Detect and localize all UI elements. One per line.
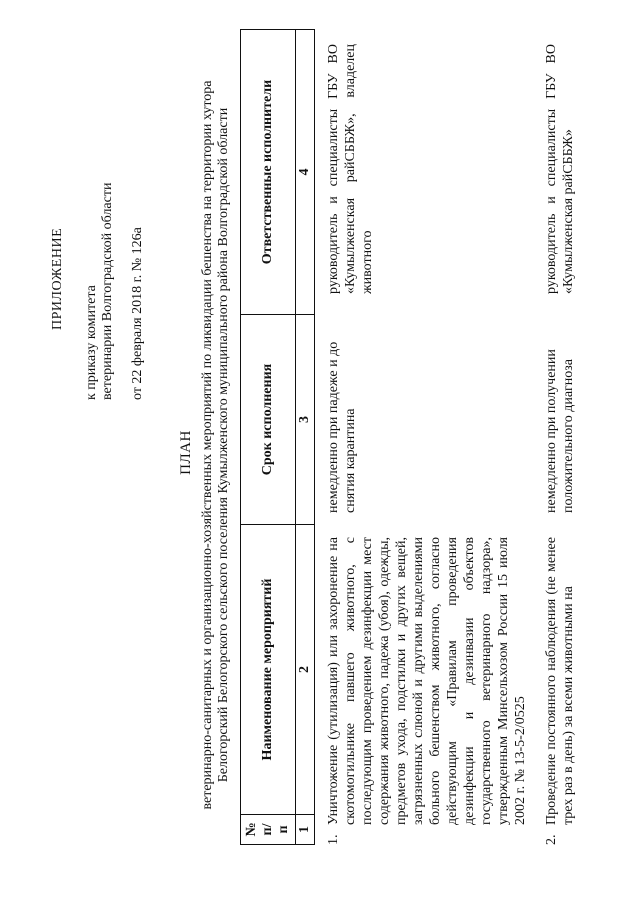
row-term: немедленно при получении положительного диагноза bbox=[544, 349, 576, 513]
column-number-row bbox=[296, 30, 315, 845]
header-resp: Ответственные исполнители bbox=[241, 30, 296, 315]
appendix-line: ветеринарии Волгоградской области bbox=[100, 182, 115, 400]
appendix-date: от 22 февраля 2018 г. № 126а bbox=[130, 227, 145, 400]
appendix-title: ПРИЛОЖЕНИЕ bbox=[50, 227, 65, 330]
header-name: Наименование мероприятий bbox=[241, 525, 296, 815]
row-number: 2. bbox=[544, 834, 559, 845]
column-number: 3 bbox=[296, 315, 315, 525]
plan-table bbox=[240, 29, 315, 845]
plan-subtitle bbox=[200, 65, 232, 825]
column-number: 2 bbox=[296, 525, 315, 815]
appendix-line: к приказу комитета bbox=[84, 285, 99, 400]
appendix-block bbox=[50, 70, 146, 400]
header-num: № п/п bbox=[241, 815, 296, 845]
table-row bbox=[543, 30, 577, 845]
row-responsible: руководитель и специалисты ГБУ ВО «Кумылженская райСББЖ» bbox=[544, 44, 576, 294]
plan-title: ПЛАН bbox=[178, 430, 194, 475]
plan-rows bbox=[325, 30, 591, 845]
header-term: Срок исполнения bbox=[241, 315, 296, 525]
row-activity: Проведение постоянного наблюдения (не менее трех раз в день) за всеми животными на bbox=[544, 537, 576, 825]
table-header-row bbox=[241, 30, 296, 845]
row-term: немедленно при падеже и до снятия карантина bbox=[326, 341, 358, 513]
column-number: 4 bbox=[296, 30, 315, 315]
plan-subtitle-line: ветеринарно-санитарных и организационно-хозяйственных мероприятий по ликвидации бешенства на территории хутора bbox=[200, 80, 215, 810]
table-row bbox=[325, 30, 529, 845]
row-number: 1. bbox=[326, 834, 341, 845]
row-activity: Уничтожение (утилизация) или захоронение на скотомогильнике павшего животного, с последующим проведением дезинфекции мест содержания животного, падежа (убоя), одежды, предметов ухода, подстилки и других вещей, загрязненных слюной и другими выделениями больного бешенством животного, согласно действующим «Правилам проведения дезинфекции и дезинвазии объектов государственного ветеринарного надзора», утвержденным Минсельхозом России 15 июля 2002 г. № 13-5-2/0525 bbox=[326, 537, 528, 825]
column-number: 1 bbox=[296, 815, 315, 845]
plan-subtitle-line: Белогорский Белогорского сельского поселения Кумылженского муниципального района Волгоградской области bbox=[216, 107, 231, 783]
row-responsible: руководитель и специалисты ГБУ ВО «Кумылженская райСББЖ», владелец животного bbox=[326, 44, 375, 294]
